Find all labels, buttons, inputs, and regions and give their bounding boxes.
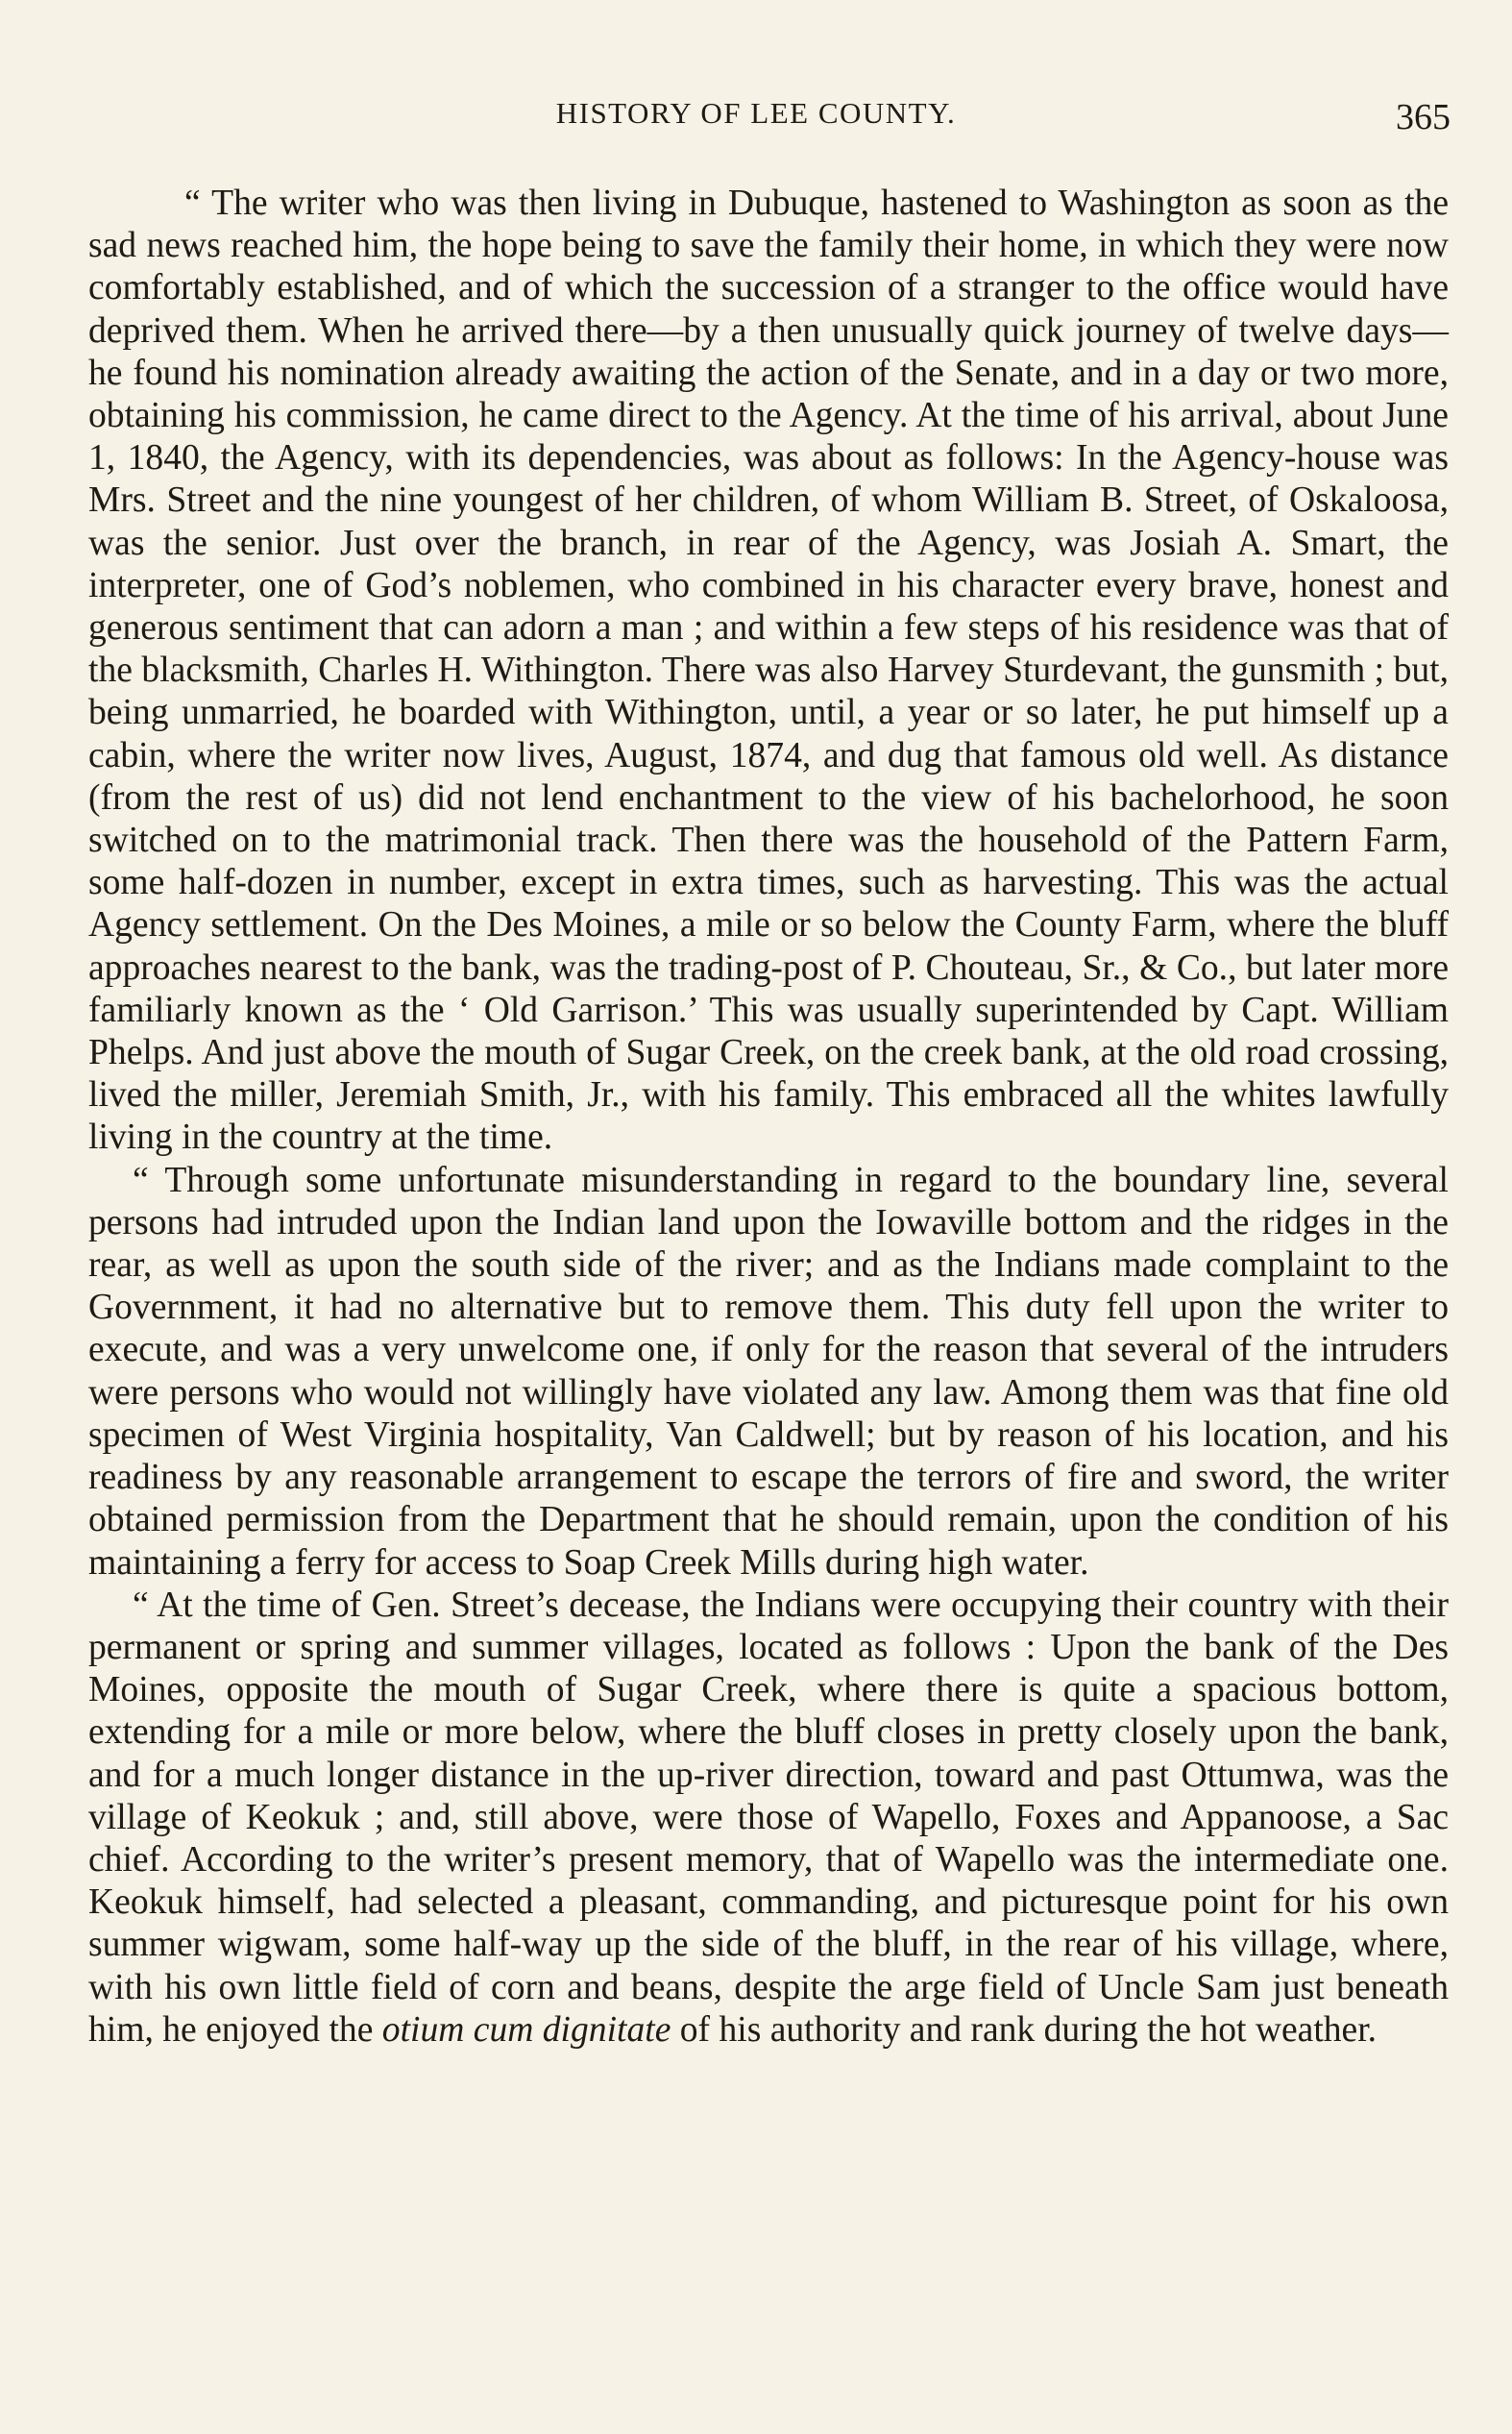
paragraph-3 [88, 1585, 1449, 2052]
paragraph-3-text: “ At the time of Gen. Street’s decease, the Indians were occupying their country with their permanent or spring and summer villages, located as follows : Upon the bank of the Des Moines, opposite the mouth of Sugar Creek, where there is quite a spacious bottom, extending for a mile or more below, where the bluff closes in pretty closely upon the bank, and for a much longer distance in the up-river direction, toward and past Ottumwa, was the village of Keokuk ; and, still above, were those of Wapello, Foxes and Appanoose, a Sac chief. According to the writer’s present memory, that of Wapello was the intermediate one. Keokuk himself, had selected a pleasant, commanding, and picturesque point for his own summer wigwam, some half-way up the side of the bluff, in the rear of his village, where, with his own little field of corn and beans, despite the arge field of Uncle Sam just beneath him, he enjoyed the [88, 1585, 1449, 2050]
paragraph-1: “ The writer who was then living in Dubuque, hastened to Washington as soon as the sad news reached him, the hope being to save the family their home, in which they were now comfortably established, and of which the succession of a stranger to the office would have deprived them. When he arrived there—by a then unusually quick journey of twelve days—he found his nomination already awaiting the action of the Senate, and in a day or two more, obtaining his commission, he came direct to the Agency. At the time of his arrival, about June 1, 1840, the Agency, with its dependencies, was about as follows: In the Agency-house was Mrs. Street and the nine youngest of her children, of whom William B. Street, of Oskaloosa, was the senior. Just over the branch, in rear of the Agency, was Josiah A. Smart, the interpreter, one of God’s noblemen, who combined in his character every brave, honest and generous sentiment that can adorn a man ; and within a few steps of his residence was that of the blacksmith, Charles H. Withington. There was also Harvey Sturdevant, the gunsmith ; but, being unmarried, he boarded with Withington, until, a year or so later, he put himself up a cabin, where the writer now lives, August, 1874, and dug that famous old well. As distance (from the rest of us) did not lend enchantment to the view of his bachelorhood, he soon switched on to the matrimonial track. Then there was the household of the Pattern Farm, some half-dozen in number, except in extra times, such as harvesting. This was the actual Agency settlement. On the Des Moines, a mile or so below the County Farm, where the bluff approaches nearest to the bank, was the trading-post of P. Chouteau, Sr., & Co., but later more familiarly known as the ‘ Old Garrison.’ This was usually superintended by Capt. William Phelps. And just above the mouth of Sugar Creek, on the creek bank, at the old road crossing, lived the miller, Jeremiah Smith, Jr., with his family. This embraced all the whites lawfully living in the country at the time. [88, 184, 1449, 1158]
running-title: HISTORY OF LEE COUNTY. [555, 96, 957, 130]
page-number: 365 [1396, 97, 1451, 137]
paragraph-2: “ Through some unfortunate misunderstanding in regard to the boundary line, several persons had intruded upon the Indian land upon the Iowaville bottom and the ridges in the rear, as well as upon the south side of the river; and as the Indians made complaint to the Government, it had no alternative but to remove them. This duty fell upon the writer to execute, and was a very unwelcome one, if only for the reason that several of the intruders were persons who would not willingly have violated any law. Among them was that fine old specimen of West Virginia hospitality, Van Caldwell; but by reason of his location, and his readiness by any reasonable arrangement to escape the terrors of fire and sword, the writer obtained permission from the Department that he should remain, upon the condition of his maintaining a ferry for access to Soap Creek Mills during high water. [88, 1160, 1449, 1583]
body-text [88, 183, 1449, 2052]
paragraph-3-ending: of his authority and rank during the hot weather. [671, 2009, 1378, 2050]
latin-phrase: otium cum dignitate [381, 2009, 671, 2050]
page-header [0, 96, 1512, 154]
